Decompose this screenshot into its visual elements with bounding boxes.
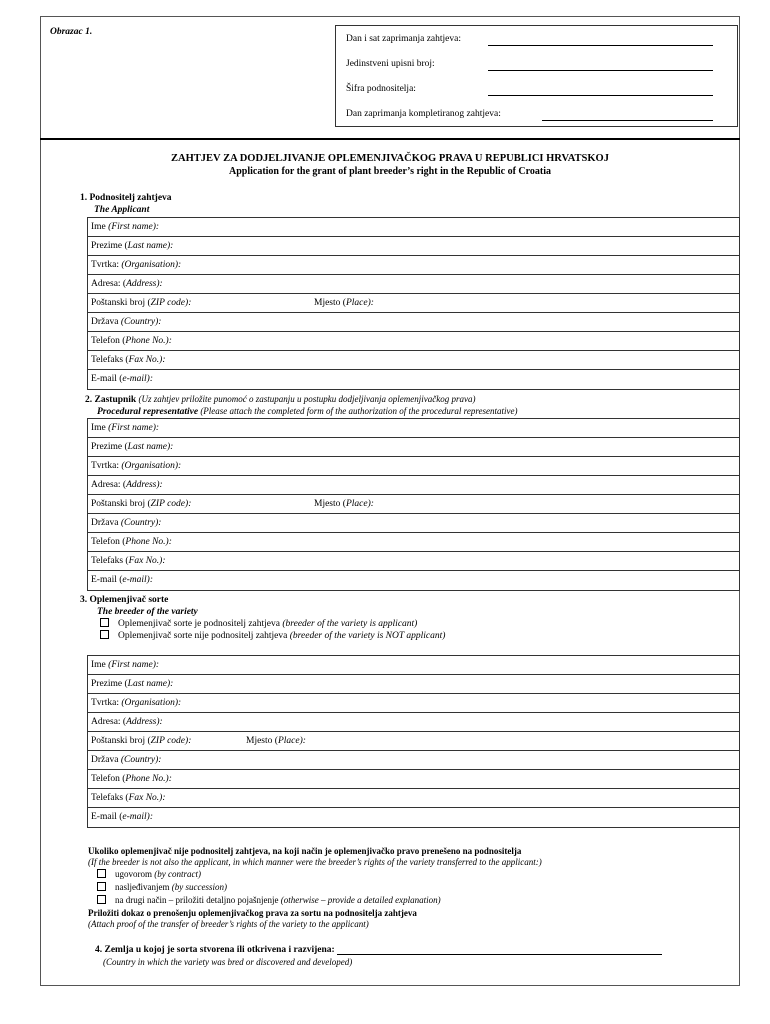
rep-fax-field[interactable]: Telefaks (Fax No.): [88, 552, 739, 571]
breeder-is-applicant-checkbox[interactable] [100, 618, 109, 627]
applicant-code-field[interactable] [488, 95, 713, 96]
rep-last-name-field[interactable]: Prezime (Last name): [88, 438, 739, 457]
transfer-proof: Priložiti dokaz o prenošenju oplemenjivačkog prava za sortu na podnositelja zahtjeva [88, 908, 417, 918]
applicant-country-field[interactable]: Država (Country): [88, 313, 739, 332]
applicant-address-field[interactable]: Adresa: (Address): [88, 275, 739, 294]
rep-address-field[interactable]: Adresa: (Address): [88, 476, 739, 495]
applicant-zip-place-field[interactable]: Poštanski broj (ZIP code): Mjesto (Place): [88, 294, 739, 313]
applicant-table [87, 217, 740, 390]
complete-received-label: Dan zaprimanja kompletiranog zahtjeva: [346, 109, 501, 119]
breeder-not-applicant-checkbox[interactable] [100, 630, 109, 639]
form-label: Obrazac 1. [50, 27, 93, 37]
unique-number-label: Jedinstveni upisni broj: [346, 59, 435, 69]
section3-heading-en: The breeder of the variety [97, 607, 198, 617]
breeder-not-applicant-option[interactable]: Oplemenjivač sorte nije podnositelj zahtjeva (breeder of the variety is NOT applicant) [100, 631, 445, 641]
form-title-en: Application for the grant of plant breeder’s right in the Republic of Croatia [228, 166, 552, 177]
breeder-fax-field[interactable]: Telefaks (Fax No.): [88, 789, 739, 808]
applicant-phone-field[interactable]: Telefon (Phone No.): [88, 332, 739, 351]
transfer-question-en: (If the breeder is not also the applicant, in which manner were the breeder’s rights of the variety transferred to the applicant:) [88, 857, 542, 867]
section1-heading: 1. Podnositelj zahtjeva [80, 193, 172, 203]
breeder-address-field[interactable]: Adresa: (Address): [88, 713, 739, 732]
breeder-phone-field[interactable]: Telefon (Phone No.): [88, 770, 739, 789]
rep-phone-field[interactable]: Telefon (Phone No.): [88, 533, 739, 552]
representative-table [87, 418, 740, 591]
breeder-country-field[interactable]: Država (Country): [88, 751, 739, 770]
transfer-succession-option[interactable]: nasljeđivanjem (by succession) [97, 882, 227, 892]
section2-heading-en: Procedural representative (Please attach the completed form of the authorization of the procedural representative) [97, 406, 518, 417]
form-title: ZAHTJEV ZA DODJELJIVANJE OPLEMENJIVAČKOG PRAVA U REPUBLICI HRVATSKOJ [171, 153, 609, 164]
contract-checkbox[interactable] [97, 869, 106, 878]
applicant-code-label: Šifra podnositelja: [346, 84, 416, 94]
breeder-is-applicant-option[interactable]: Oplemenjivač sorte je podnositelj zahtjeva (breeder of the variety is applicant) [100, 619, 417, 629]
breeder-email-field[interactable]: E-mail (e-mail): [91, 812, 153, 822]
received-datetime-field[interactable] [488, 45, 713, 46]
section2-heading: 2. Zastupnik (Uz zahtjev priložite punomoć o zastupanju u postupku dodjeljivanja oplemenjivačkog prava) [85, 394, 476, 405]
received-datetime-label: Dan i sat zaprimanja zahtjeva: [346, 34, 462, 44]
breeder-org-field[interactable]: Tvrtka: (Organisation): [88, 694, 739, 713]
section1-heading-en: The Applicant [94, 205, 150, 215]
section4-heading-en: (Country in which the variety was bred or discovered and developed) [103, 957, 353, 967]
rep-first-name-field[interactable]: Ime (First name): [88, 419, 739, 438]
section3-heading: 3. Oplemenjivač sorte [80, 595, 169, 605]
header-divider [40, 138, 740, 140]
section4-heading: 4. Zemlja u kojoj je sorta stvorena ili otkrivena i razvijena: [95, 945, 662, 955]
office-use-box [335, 25, 738, 127]
applicant-last-name-field[interactable]: Prezime (Last name): [88, 237, 739, 256]
transfer-proof-en: (Attach proof of the transfer of breeder’s rights of the variety to the applicant) [88, 919, 369, 929]
breeder-table [87, 655, 740, 828]
applicant-email-field[interactable]: E-mail (e-mail): [91, 374, 153, 384]
other-checkbox[interactable] [97, 895, 106, 904]
country-of-breeding-field[interactable] [337, 954, 662, 955]
applicant-fax-field[interactable]: Telefaks (Fax No.): [88, 351, 739, 370]
rep-org-field[interactable]: Tvrtka: (Organisation): [88, 457, 739, 476]
breeder-first-name-field[interactable]: Ime (First name): [88, 656, 739, 675]
transfer-contract-option[interactable]: ugovorom (by contract) [97, 869, 201, 879]
breeder-zip-place-field[interactable]: Poštanski broj (ZIP code): Mjesto (Place): [88, 732, 739, 751]
succession-checkbox[interactable] [97, 882, 106, 891]
applicant-org-field[interactable]: Tvrtka: (Organisation): [88, 256, 739, 275]
rep-country-field[interactable]: Država (Country): [88, 514, 739, 533]
unique-number-field[interactable] [488, 70, 713, 71]
rep-email-field[interactable]: E-mail (e-mail): [91, 575, 153, 585]
complete-received-field[interactable] [542, 120, 713, 121]
transfer-other-option[interactable]: na drugi način – priložiti detaljno pojašnjenje (otherwise – provide a detailed explanation) [97, 895, 441, 905]
rep-zip-place-field[interactable]: Poštanski broj (ZIP code): Mjesto (Place): [88, 495, 739, 514]
applicant-first-name-field[interactable]: Ime (First name): [88, 218, 739, 237]
breeder-last-name-field[interactable]: Prezime (Last name): [88, 675, 739, 694]
transfer-question: Ukoliko oplemenjivač nije podnositelj zahtjeva, na koji način je oplemenjivačko pravo prenešeno na podnositelja [88, 846, 522, 856]
